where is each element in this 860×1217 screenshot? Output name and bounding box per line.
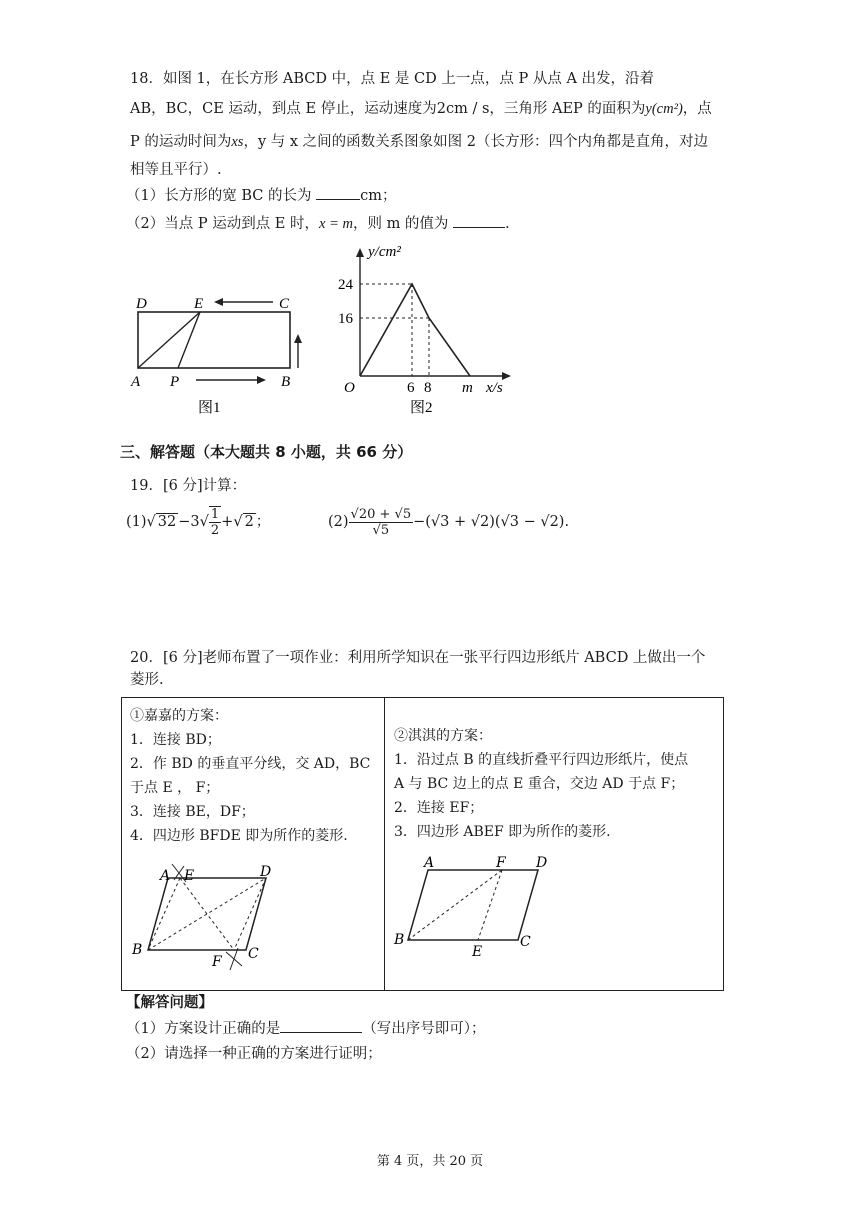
plan-1-figure <box>128 858 278 986</box>
plan-1-segment-ef <box>180 878 234 950</box>
fig2-origin: O <box>344 380 355 396</box>
fig2-xtick-8: 8 <box>424 380 432 396</box>
q19-p1-minus: −3 <box>178 514 200 530</box>
fig2-caption: 图2 <box>410 400 433 416</box>
q18-line-3 <box>130 132 708 152</box>
plan-1-label-c: C <box>248 946 259 962</box>
q19-part-1 <box>126 504 270 540</box>
q19-p1-end: ； <box>255 514 271 530</box>
q18-line-2 <box>130 99 712 119</box>
q20-answer-1-post: （写出序号即可）； <box>362 1021 486 1037</box>
q19-p1-plus: + <box>221 514 234 530</box>
q20-line-1: 20．[6 分]老师布置了一项作业：利用所学知识在一张平行四边形纸片 ABCD 上做出一个 <box>130 650 706 666</box>
q20-line-2: 菱形. <box>130 672 164 688</box>
q18-part-2-pre: （2）当点 P 运动到点 E 时， <box>126 216 320 232</box>
q18-part-2-end: . <box>505 216 510 232</box>
q18-part-1-post: cm； <box>360 188 397 204</box>
q20-answer-head: 【解答问题】 <box>126 995 213 1011</box>
q19-p2-rest: −(√3 + √2)(√3 − √2). <box>413 514 570 530</box>
fig1-arrow-ce-head <box>214 298 223 306</box>
plan-2-title: ②淇淇的方案： <box>394 728 492 744</box>
plan-1-label-d: D <box>260 864 272 880</box>
fig1-label-p: P <box>170 374 180 390</box>
figure-2 <box>330 240 520 420</box>
plan-1-step-1: 1．连接 BD； <box>130 732 221 748</box>
plan-2-fold-line-bf <box>408 870 502 940</box>
q18-line-1: 18．如图 1，在长方形 ABCD 中，点 E 是 CD 上一点，点 P 从点 A 出发，沿着 <box>130 71 655 87</box>
plan-1-cell <box>130 704 370 848</box>
q18-part-1 <box>126 185 396 206</box>
q18-speed: 2cm / s <box>436 101 490 117</box>
q19-p1-root-sign: √ <box>146 514 156 530</box>
q20-table-divider <box>384 698 385 990</box>
q18-time-unit: xs <box>231 134 244 150</box>
plan-2-step-1: 1．沿过点 B 的直线折叠平行四边形纸片，使点 <box>394 752 689 768</box>
plan-1-step-4: 4．四边形 BFDE 即为所作的菱形. <box>130 828 348 844</box>
fig2-ytick-24: 24 <box>338 277 353 293</box>
plan-1-step-2b: 于点 E ， F； <box>130 780 220 796</box>
plan-1-segment-df <box>234 878 266 950</box>
plan-2-cell <box>394 724 688 844</box>
fig2-xtick-m: m <box>462 380 473 396</box>
q18-part-2 <box>126 213 510 234</box>
q19-p2-label: (2) <box>328 514 349 530</box>
page-footer: 第 4 页，共 20 页 <box>376 1154 484 1169</box>
q19-p1-root-32: 32 <box>157 514 177 530</box>
q19-p2-frac-den: √5 <box>372 522 390 538</box>
fig1-rectangle <box>138 312 290 368</box>
q19-p1-root-sign-3: √ <box>233 514 243 530</box>
plan-2-label-e: E <box>472 944 483 960</box>
q19-p2-frac-num: √20 + √5 <box>350 506 412 522</box>
q18-part-1-pre: （1）长方形的宽 BC 的长为 <box>126 188 312 204</box>
fig1-label-d: D <box>136 296 147 312</box>
plan-2-label-b: B <box>394 932 405 948</box>
plan-2-step-2: 2．连接 EF； <box>394 800 484 816</box>
q20-answer-2: （2）请选择一种正确的方案进行证明； <box>126 1046 382 1062</box>
plan-2-step-3: 3．四边形 ABEF 即为所作的菱形. <box>394 824 611 840</box>
plan-1-title: ①嘉嘉的方案： <box>130 708 228 724</box>
fig1-label-b: B <box>281 374 291 390</box>
fig1-caption: 图1 <box>198 400 221 416</box>
fig1-arrow-bc-head <box>294 334 302 343</box>
q20-plan-table <box>121 697 724 991</box>
fig1-segment-pe <box>178 312 200 368</box>
q19-part-2 <box>328 504 569 540</box>
plan-2-segment-ef <box>478 870 502 940</box>
q18-line-4: 相等且平行）. <box>130 162 222 178</box>
plan-2-step-1b: A 与 BC 边上的点 E 重合，交边 AD 于点 F； <box>394 776 685 792</box>
q19-p1-root-sign-2: √ <box>199 514 209 530</box>
plan-1-arc-mark-bottom <box>226 948 242 970</box>
q19-head: 19．[6 分]计算： <box>130 478 247 494</box>
q18-line-2e: ，点 <box>682 101 712 117</box>
fig1-arrow-ab-head <box>257 376 266 384</box>
figure-1 <box>128 288 303 418</box>
q18-part-1-blank[interactable] <box>316 185 360 200</box>
plan-1-step-2: 2．作 BD 的垂直平分线，交 AD，BC <box>130 756 371 772</box>
plan-1-label-f: F <box>212 954 222 970</box>
plan-1-step-3: 3．连接 BE，DF； <box>130 804 255 820</box>
fig2-ytick-16: 16 <box>338 311 353 327</box>
q18-line-2c: ，三角形 AEP 的面积为 <box>489 101 646 117</box>
fig2-xlabel: x/s <box>486 380 503 396</box>
plan-1-label-a: A <box>160 868 171 884</box>
plan-1-label-e: E <box>184 868 195 884</box>
plan-2-label-d: D <box>536 855 548 871</box>
q20-answer-1-blank[interactable] <box>280 1018 362 1033</box>
fig1-label-a: A <box>131 374 141 390</box>
q19-p1-root-2: 2 <box>244 514 254 530</box>
fig1-label-c: C <box>279 296 290 312</box>
plan-2-label-a: A <box>424 855 435 871</box>
q18-line-3c: ，y 与 x 之间的函数关系图象如图 2（长方形：四个内角都是直角，对边 <box>243 134 708 150</box>
q18-area-unit: y(cm²) <box>645 101 683 117</box>
q18-part-2-post: ，则 m 的值为 <box>352 216 449 232</box>
plan-1-label-b: B <box>132 942 143 958</box>
fig1-label-e: E <box>194 296 204 312</box>
q19-p1-label: (1) <box>126 514 147 530</box>
fig2-graph-line <box>360 284 470 376</box>
q19-p1-frac-den: 2 <box>210 523 220 538</box>
fig2-ylabel: y/cm² <box>368 244 401 260</box>
fig2-xtick-6: 6 <box>407 380 415 396</box>
q18-part-2-eq: x = m <box>319 216 353 232</box>
q18-line-3a: P 的运动时间为 <box>130 134 232 150</box>
plan-2-figure <box>390 854 560 964</box>
section-3-title: 三、解答题（本大题共 8 小题，共 66 分） <box>120 443 413 461</box>
q19-p1-fraction <box>209 506 221 538</box>
fig1-segment-ae <box>138 312 200 368</box>
plan-2-parallelogram <box>408 870 538 940</box>
fig2-x-arrow <box>502 372 511 380</box>
q18-part-2-blank[interactable] <box>453 213 505 228</box>
fig2-y-arrow <box>356 248 364 257</box>
q20-answer-1-pre: （1）方案设计正确的是 <box>126 1021 281 1037</box>
q18-line-2a: AB，BC，CE 运动，到点 E 停止，运动速度为 <box>130 101 437 117</box>
plan-1-segment-be <box>148 878 180 950</box>
plan-2-label-c: C <box>520 934 531 950</box>
q20-answer-1 <box>126 1018 485 1039</box>
q19-p2-fraction <box>349 507 414 538</box>
q19-p1-frac-num: 1 <box>210 507 220 522</box>
plan-2-label-f: F <box>496 855 506 871</box>
